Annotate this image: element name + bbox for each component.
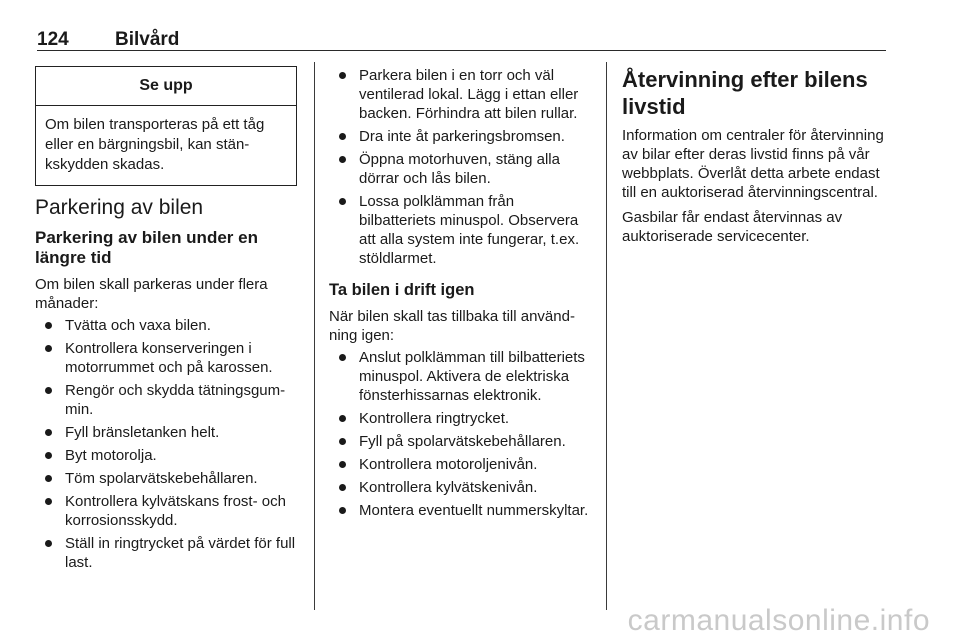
column-2 [329,66,592,520]
parking-list-continued [329,66,592,268]
list-item: Kontrollera kylvätskenivån. [329,478,592,497]
page-header [37,30,886,51]
list-item: Lossa polklämman från bilbatteriets minuspol. Observera att alla system inte fungerar, t.ex. stöldlarmet. [329,192,592,268]
column-divider [314,62,315,610]
list-item: Ställ in ringtrycket på värdet för full last. [35,534,297,572]
caution-title: Se upp [36,67,296,106]
list-item: Tvätta och vaxa bilen. [35,316,297,335]
section-title-recycling: Återvinning efter bilens livstid [622,67,868,119]
list-item: Anslut polklämman till bilbatteriets minuspol. Aktivera de elektriska fönsterhissarnas elektronik. [329,348,592,405]
column-1 [35,66,297,572]
recycling-paragraph: Gasbilar får endast återvinnas av auktoriserade servicecenter. [622,209,843,245]
page-number: 124 [37,29,69,50]
list-item: Byt motorolja. [35,446,297,465]
column-divider [606,62,607,610]
list-item: Fyll bränsletanken helt. [35,423,297,442]
restart-list [329,348,592,520]
column-3 [622,66,888,246]
caution-text: Om bilen transporteras på ett tåg eller en bärgningsbil, kan stänkskydden skadas. [45,116,265,173]
parking-list [35,316,297,572]
list-item: Dra inte åt parkeringsbromsen. [329,127,592,146]
list-item: Kontrollera motoroljenivån. [329,455,592,474]
chapter-title: Bilvård [115,29,180,50]
list-item: Montera eventuellt nummerskyltar. [329,501,592,520]
list-item: Fyll på spolarvätskebehållaren. [329,432,592,451]
list-item: Töm spolarvätskebehållaren. [35,469,297,488]
list-item: Kontrollera ringtrycket. [329,409,592,428]
section-title-parking: Parkering av bilen [35,196,204,219]
subsection-title-long-parking: Parkering av bilen under en längre tid [35,228,258,267]
list-item: Kontrollera konserveringen i motorrummet och på karossen. [35,339,297,377]
list-item: Rengör och skydda tätningsgummin. [35,381,297,419]
watermark: carmanualsonline.info [627,604,930,637]
list-item: Parkera bilen i en torr och väl ventilerad lokal. Lägg i ettan eller backen. Förhindra att bilen rullar. [329,66,592,123]
caution-box [35,66,297,186]
list-item: Öppna motorhuven, stäng alla dörrar och lås bilen. [329,150,592,188]
list-item: Kontrollera kylvätskans frost- och korrosionsskydd. [35,492,297,530]
recycling-paragraph: Information om centraler för återvinning av bilar efter deras livstid finns på vår webbplats. Överlåt detta arbete endast till en auktoriserad återvinningscentral. [622,127,884,201]
parking-intro: Om bilen skall parkeras under flera månader: [35,276,268,312]
section-title-restart: Ta bilen i drift igen [329,281,475,299]
restart-intro: När bilen skall tas tillbaka till användning igen: [329,308,575,344]
